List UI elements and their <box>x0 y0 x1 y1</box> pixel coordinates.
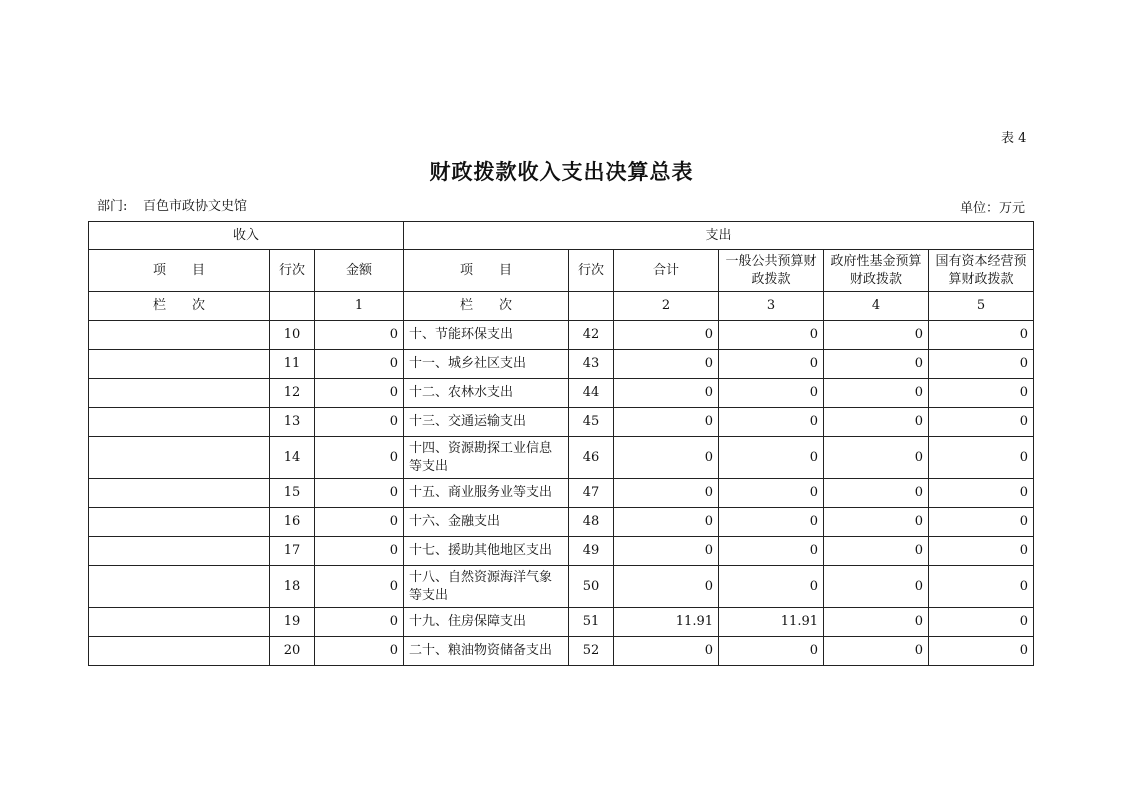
income-line-cell: 17 <box>270 537 315 566</box>
total-cell: 0 <box>614 350 719 379</box>
income-line-cell: 15 <box>270 479 315 508</box>
general-budget-cell: 0 <box>719 479 824 508</box>
total-cell: 0 <box>614 479 719 508</box>
expense-item-cell: 十七、援助其他地区支出 <box>404 537 569 566</box>
expense-line-cell: 42 <box>569 321 614 350</box>
budget-table <box>88 221 1034 666</box>
expense-line-header: 行次 <box>569 250 614 292</box>
income-line-cell: 14 <box>270 437 315 479</box>
income-item-cell <box>89 379 270 408</box>
state-capital-cell: 0 <box>929 437 1034 479</box>
total-cell: 11.91 <box>614 608 719 637</box>
income-line-cell: 10 <box>270 321 315 350</box>
total-cell: 0 <box>614 566 719 608</box>
income-amount-cell: 0 <box>315 508 404 537</box>
expense-item-cell: 十二、农林水支出 <box>404 379 569 408</box>
income-amount-cell: 0 <box>315 321 404 350</box>
unit-label: 单位：万元 <box>959 201 1025 216</box>
total-colno: 2 <box>614 292 719 321</box>
table-row <box>89 508 1034 537</box>
gov-fund-cell: 0 <box>824 608 929 637</box>
income-amount-cell: 0 <box>315 379 404 408</box>
table-row <box>89 637 1034 666</box>
general-budget-cell: 0 <box>719 350 824 379</box>
income-item-header: 项 目 <box>89 250 270 292</box>
income-amount-cell: 0 <box>315 637 404 666</box>
expense-item-cell: 十三、交通运输支出 <box>404 408 569 437</box>
income-item-cell <box>89 608 270 637</box>
table-row <box>89 437 1034 479</box>
general-budget-cell: 0 <box>719 437 824 479</box>
total-cell: 0 <box>614 508 719 537</box>
state-capital-cell: 0 <box>929 408 1034 437</box>
income-amount-cell: 0 <box>315 479 404 508</box>
income-amount-colno: 1 <box>315 292 404 321</box>
gov-fund-cell: 0 <box>824 479 929 508</box>
income-amount-cell: 0 <box>315 350 404 379</box>
expense-line-cell: 49 <box>569 537 614 566</box>
expense-item-cell: 十九、住房保障支出 <box>404 608 569 637</box>
expense-line-cell: 47 <box>569 479 614 508</box>
general-budget-cell: 0 <box>719 566 824 608</box>
income-item-cell <box>89 408 270 437</box>
total-cell: 0 <box>614 408 719 437</box>
expense-section-header: 支出 <box>404 222 1034 250</box>
table-row <box>89 608 1034 637</box>
income-line-cell: 13 <box>270 408 315 437</box>
general-budget-cell: 0 <box>719 537 824 566</box>
expense-line-cell: 46 <box>569 437 614 479</box>
department-label: 部门: <box>97 199 128 214</box>
state-capital-cell: 0 <box>929 537 1034 566</box>
expense-line-colno <box>569 292 614 321</box>
income-line-cell: 19 <box>270 608 315 637</box>
general-budget-cell: 0 <box>719 379 824 408</box>
expense-line-cell: 52 <box>569 637 614 666</box>
general-budget-cell: 0 <box>719 321 824 350</box>
total-cell: 0 <box>614 637 719 666</box>
income-item-cell <box>89 508 270 537</box>
income-item-colno: 栏 次 <box>89 292 270 321</box>
income-line-cell: 20 <box>270 637 315 666</box>
table-number: 表 4 <box>1001 131 1027 146</box>
income-amount-header: 金额 <box>315 250 404 292</box>
general-budget-cell: 0 <box>719 408 824 437</box>
header-row-columns <box>89 250 1034 292</box>
gov-fund-cell: 0 <box>824 637 929 666</box>
total-cell: 0 <box>614 437 719 479</box>
gov-fund-cell: 0 <box>824 350 929 379</box>
income-item-cell <box>89 437 270 479</box>
income-item-cell <box>89 537 270 566</box>
gov-fund-cell: 0 <box>824 408 929 437</box>
income-amount-cell: 0 <box>315 608 404 637</box>
total-cell: 0 <box>614 379 719 408</box>
income-line-header: 行次 <box>270 250 315 292</box>
income-item-cell <box>89 566 270 608</box>
gov-fund-cell: 0 <box>824 437 929 479</box>
income-amount-cell: 0 <box>315 408 404 437</box>
state-capital-header: 国有资本经营预算财政拨款 <box>929 250 1034 292</box>
income-amount-cell: 0 <box>315 566 404 608</box>
gov-fund-cell: 0 <box>824 537 929 566</box>
income-line-cell: 16 <box>270 508 315 537</box>
income-amount-cell: 0 <box>315 537 404 566</box>
income-section-header: 收入 <box>89 222 404 250</box>
gov-fund-colno: 4 <box>824 292 929 321</box>
state-capital-cell: 0 <box>929 608 1034 637</box>
expense-item-cell: 十八、自然资源海洋气象等支出 <box>404 566 569 608</box>
expense-line-cell: 48 <box>569 508 614 537</box>
income-amount-cell: 0 <box>315 437 404 479</box>
income-line-cell: 12 <box>270 379 315 408</box>
general-budget-header: 一般公共预算财政拨款 <box>719 250 824 292</box>
income-line-cell: 18 <box>270 566 315 608</box>
header-row-numbers <box>89 292 1034 321</box>
state-capital-cell: 0 <box>929 508 1034 537</box>
expense-item-header: 项 目 <box>404 250 569 292</box>
header-row-sections <box>89 222 1034 250</box>
table-row <box>89 321 1034 350</box>
department-name: 百色市政协文史馆 <box>143 199 248 214</box>
income-item-cell <box>89 321 270 350</box>
state-capital-cell: 0 <box>929 479 1034 508</box>
table-row <box>89 566 1034 608</box>
expense-item-cell: 十一、城乡社区支出 <box>404 350 569 379</box>
expense-item-cell: 十、节能环保支出 <box>404 321 569 350</box>
general-budget-colno: 3 <box>719 292 824 321</box>
expense-line-cell: 50 <box>569 566 614 608</box>
gov-fund-header: 政府性基金预算财政拨款 <box>824 250 929 292</box>
expense-line-cell: 44 <box>569 379 614 408</box>
expense-item-cell: 十四、资源勘探工业信息等支出 <box>404 437 569 479</box>
state-capital-colno: 5 <box>929 292 1034 321</box>
general-budget-cell: 0 <box>719 637 824 666</box>
state-capital-cell: 0 <box>929 637 1034 666</box>
income-item-cell <box>89 637 270 666</box>
expense-item-cell: 二十、粮油物资储备支出 <box>404 637 569 666</box>
income-item-cell <box>89 350 270 379</box>
state-capital-cell: 0 <box>929 379 1034 408</box>
total-header: 合计 <box>614 250 719 292</box>
expense-item-cell: 十五、商业服务业等支出 <box>404 479 569 508</box>
gov-fund-cell: 0 <box>824 508 929 537</box>
expense-item-colno: 栏 次 <box>404 292 569 321</box>
gov-fund-cell: 0 <box>824 379 929 408</box>
general-budget-cell: 11.91 <box>719 608 824 637</box>
income-item-cell <box>89 479 270 508</box>
document-title: 财政拨款收入支出决算总表 <box>429 159 694 184</box>
total-cell: 0 <box>614 537 719 566</box>
general-budget-cell: 0 <box>719 508 824 537</box>
income-line-colno <box>270 292 315 321</box>
table-row <box>89 479 1034 508</box>
state-capital-cell: 0 <box>929 350 1034 379</box>
state-capital-cell: 0 <box>929 321 1034 350</box>
expense-line-cell: 43 <box>569 350 614 379</box>
table-row <box>89 537 1034 566</box>
expense-line-cell: 45 <box>569 408 614 437</box>
gov-fund-cell: 0 <box>824 321 929 350</box>
table-row <box>89 379 1034 408</box>
gov-fund-cell: 0 <box>824 566 929 608</box>
table-row <box>89 350 1034 379</box>
income-line-cell: 11 <box>270 350 315 379</box>
expense-item-cell: 十六、金融支出 <box>404 508 569 537</box>
expense-line-cell: 51 <box>569 608 614 637</box>
state-capital-cell: 0 <box>929 566 1034 608</box>
total-cell: 0 <box>614 321 719 350</box>
table-row <box>89 408 1034 437</box>
